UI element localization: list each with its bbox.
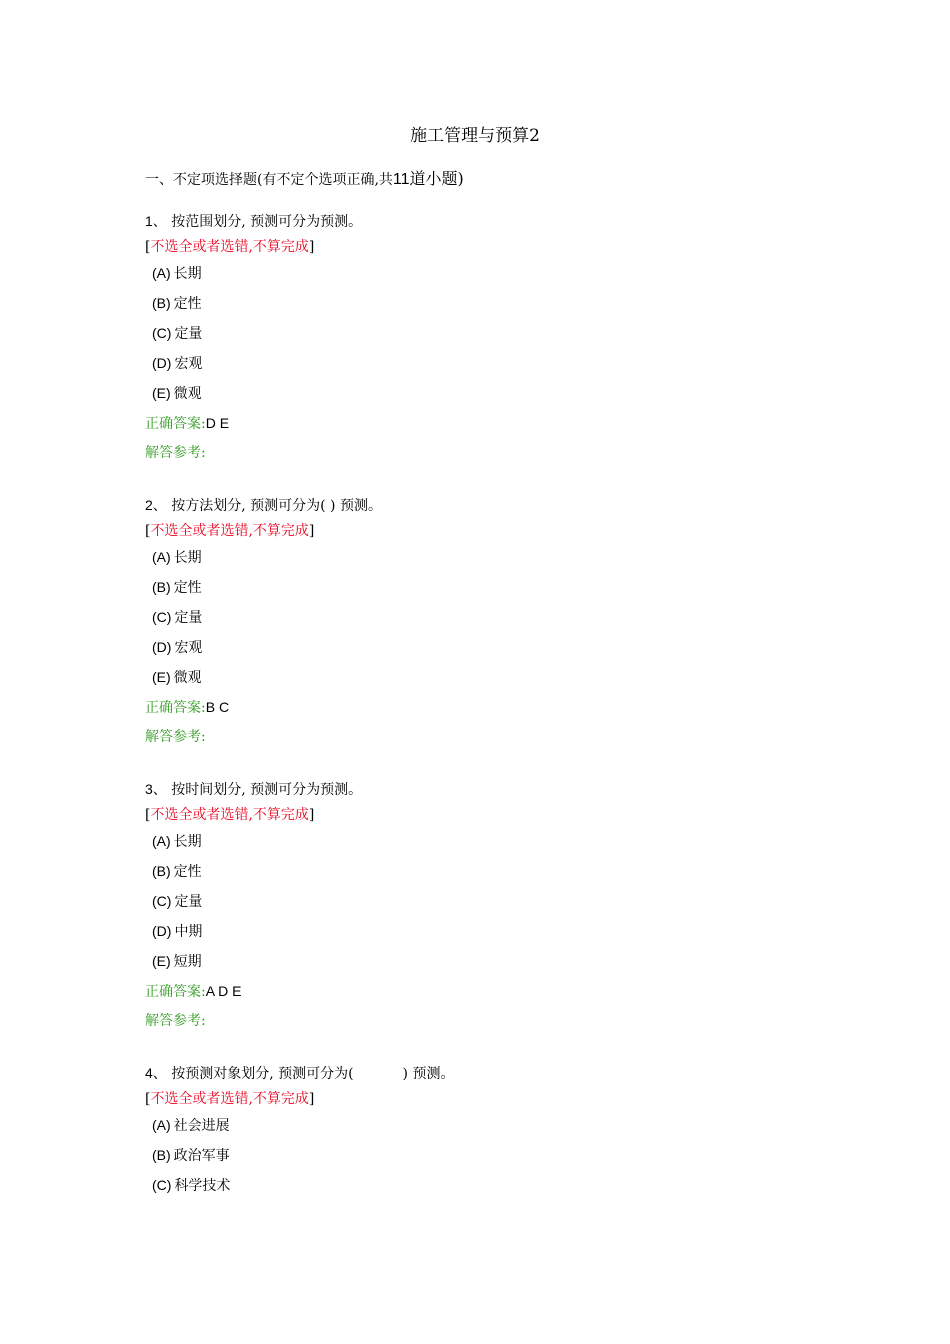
note-bracket-open: [ bbox=[145, 523, 151, 539]
section-heading-close: ) bbox=[457, 169, 464, 188]
note-text: 不选全或者选错,不算完成 bbox=[150, 1091, 309, 1107]
option-text: 微观 bbox=[173, 670, 202, 686]
question-1 bbox=[145, 210, 825, 472]
option-d[interactable] bbox=[145, 636, 825, 666]
option-b[interactable] bbox=[145, 1144, 825, 1174]
option-text: 定性 bbox=[173, 580, 202, 596]
question-body: 按时间划分, 预测可分为预测。 bbox=[166, 782, 363, 798]
answer-value: A D E bbox=[205, 983, 242, 999]
answer-value: D E bbox=[205, 415, 230, 431]
option-letter: (B) bbox=[152, 1147, 171, 1163]
correct-answer bbox=[145, 696, 825, 726]
question-separator: 、 bbox=[152, 1066, 167, 1082]
question-text bbox=[145, 210, 825, 236]
option-letter: (A) bbox=[152, 1117, 171, 1133]
option-text: 宏观 bbox=[174, 356, 203, 372]
question-3 bbox=[145, 778, 825, 1040]
question-body: 按方法划分, 预测可分为( ) 预测。 bbox=[166, 498, 382, 514]
option-letter: (C) bbox=[152, 609, 172, 625]
page-title: 施工管理与预算2 bbox=[410, 126, 540, 146]
note-bracket-close: ] bbox=[308, 239, 315, 255]
note-bracket-close: ] bbox=[308, 1091, 315, 1107]
answer-value: B C bbox=[205, 699, 230, 715]
option-e[interactable] bbox=[145, 666, 825, 696]
note-text: 不选全或者选错,不算完成 bbox=[150, 239, 309, 255]
option-letter: (D) bbox=[152, 355, 172, 371]
option-text: 长期 bbox=[173, 266, 202, 282]
section-heading-suffix: 道小题 bbox=[409, 169, 458, 188]
answer-reference bbox=[145, 726, 825, 756]
note-bracket-open: [ bbox=[145, 239, 151, 255]
note-bracket-close: ] bbox=[308, 523, 315, 539]
question-body: 按预测对象划分, 预测可分为( ) 预测。 bbox=[166, 1066, 455, 1082]
reference-label: 解答参考: bbox=[145, 1013, 206, 1029]
question-4 bbox=[145, 1062, 825, 1204]
option-e[interactable] bbox=[145, 382, 825, 412]
option-letter: (A) bbox=[152, 265, 171, 281]
option-letter: (C) bbox=[152, 1177, 172, 1193]
option-letter: (E) bbox=[152, 953, 171, 969]
option-e[interactable] bbox=[145, 950, 825, 980]
question-number: 1 bbox=[145, 213, 153, 229]
question-text bbox=[145, 778, 825, 804]
option-letter: (D) bbox=[152, 923, 172, 939]
option-d[interactable] bbox=[145, 352, 825, 382]
option-letter: (B) bbox=[152, 295, 171, 311]
option-letter: (C) bbox=[152, 893, 172, 909]
section-question-count: 11 bbox=[392, 171, 410, 188]
option-letter: (B) bbox=[152, 579, 171, 595]
option-b[interactable] bbox=[145, 860, 825, 890]
option-c[interactable] bbox=[145, 1174, 825, 1204]
option-text: 长期 bbox=[173, 550, 202, 566]
note-text: 不选全或者选错,不算完成 bbox=[150, 807, 309, 823]
option-c[interactable] bbox=[145, 606, 825, 636]
question-text bbox=[145, 1062, 825, 1088]
answer-label: 正确答案: bbox=[145, 700, 206, 716]
requirement-note bbox=[145, 1088, 825, 1114]
question-separator: 、 bbox=[152, 498, 167, 514]
option-d[interactable] bbox=[145, 920, 825, 950]
option-text: 定量 bbox=[174, 326, 203, 342]
question-2 bbox=[145, 494, 825, 756]
question-number: 3 bbox=[145, 781, 153, 797]
note-bracket-open: [ bbox=[145, 1091, 151, 1107]
correct-answer bbox=[145, 980, 825, 1010]
answer-reference bbox=[145, 1010, 825, 1040]
option-text: 定性 bbox=[173, 296, 202, 312]
reference-label: 解答参考: bbox=[145, 445, 206, 461]
requirement-note bbox=[145, 804, 825, 830]
option-text: 宏观 bbox=[174, 640, 203, 656]
option-c[interactable] bbox=[145, 890, 825, 920]
option-letter: (A) bbox=[152, 833, 171, 849]
option-text: 定量 bbox=[174, 894, 203, 910]
option-a[interactable] bbox=[145, 262, 825, 292]
option-letter: (E) bbox=[152, 669, 171, 685]
section-heading-prefix: 一、不定项选择题(有不定个选项正确,共 bbox=[145, 172, 393, 188]
option-a[interactable] bbox=[145, 830, 825, 860]
question-separator: 、 bbox=[152, 214, 167, 230]
option-text: 短期 bbox=[173, 954, 202, 970]
requirement-note bbox=[145, 236, 825, 262]
correct-answer bbox=[145, 412, 825, 442]
option-a[interactable] bbox=[145, 1114, 825, 1144]
note-text: 不选全或者选错,不算完成 bbox=[150, 523, 309, 539]
option-letter: (E) bbox=[152, 385, 171, 401]
section-heading bbox=[145, 168, 464, 191]
reference-label: 解答参考: bbox=[145, 729, 206, 745]
note-bracket-open: [ bbox=[145, 807, 151, 823]
option-a[interactable] bbox=[145, 546, 825, 576]
option-c[interactable] bbox=[145, 322, 825, 352]
option-text: 长期 bbox=[173, 834, 202, 850]
option-b[interactable] bbox=[145, 292, 825, 322]
option-letter: (D) bbox=[152, 639, 172, 655]
option-text: 中期 bbox=[174, 924, 203, 940]
option-text: 微观 bbox=[173, 386, 202, 402]
question-number: 2 bbox=[145, 497, 153, 513]
option-text: 社会进展 bbox=[173, 1118, 230, 1134]
option-letter: (B) bbox=[152, 863, 171, 879]
option-text: 定性 bbox=[173, 864, 202, 880]
option-text: 定量 bbox=[174, 610, 203, 626]
answer-label: 正确答案: bbox=[145, 984, 206, 1000]
question-text bbox=[145, 494, 825, 520]
answer-reference bbox=[145, 442, 825, 472]
requirement-note bbox=[145, 520, 825, 546]
option-text: 科学技术 bbox=[174, 1178, 231, 1194]
option-letter: (C) bbox=[152, 325, 172, 341]
note-bracket-close: ] bbox=[308, 807, 315, 823]
answer-label: 正确答案: bbox=[145, 416, 206, 432]
option-text: 政治军事 bbox=[173, 1148, 230, 1164]
option-b[interactable] bbox=[145, 576, 825, 606]
question-number: 4 bbox=[145, 1065, 153, 1081]
option-letter: (A) bbox=[152, 549, 171, 565]
question-separator: 、 bbox=[152, 782, 167, 798]
question-body: 按范围划分, 预测可分为预测。 bbox=[166, 214, 363, 230]
